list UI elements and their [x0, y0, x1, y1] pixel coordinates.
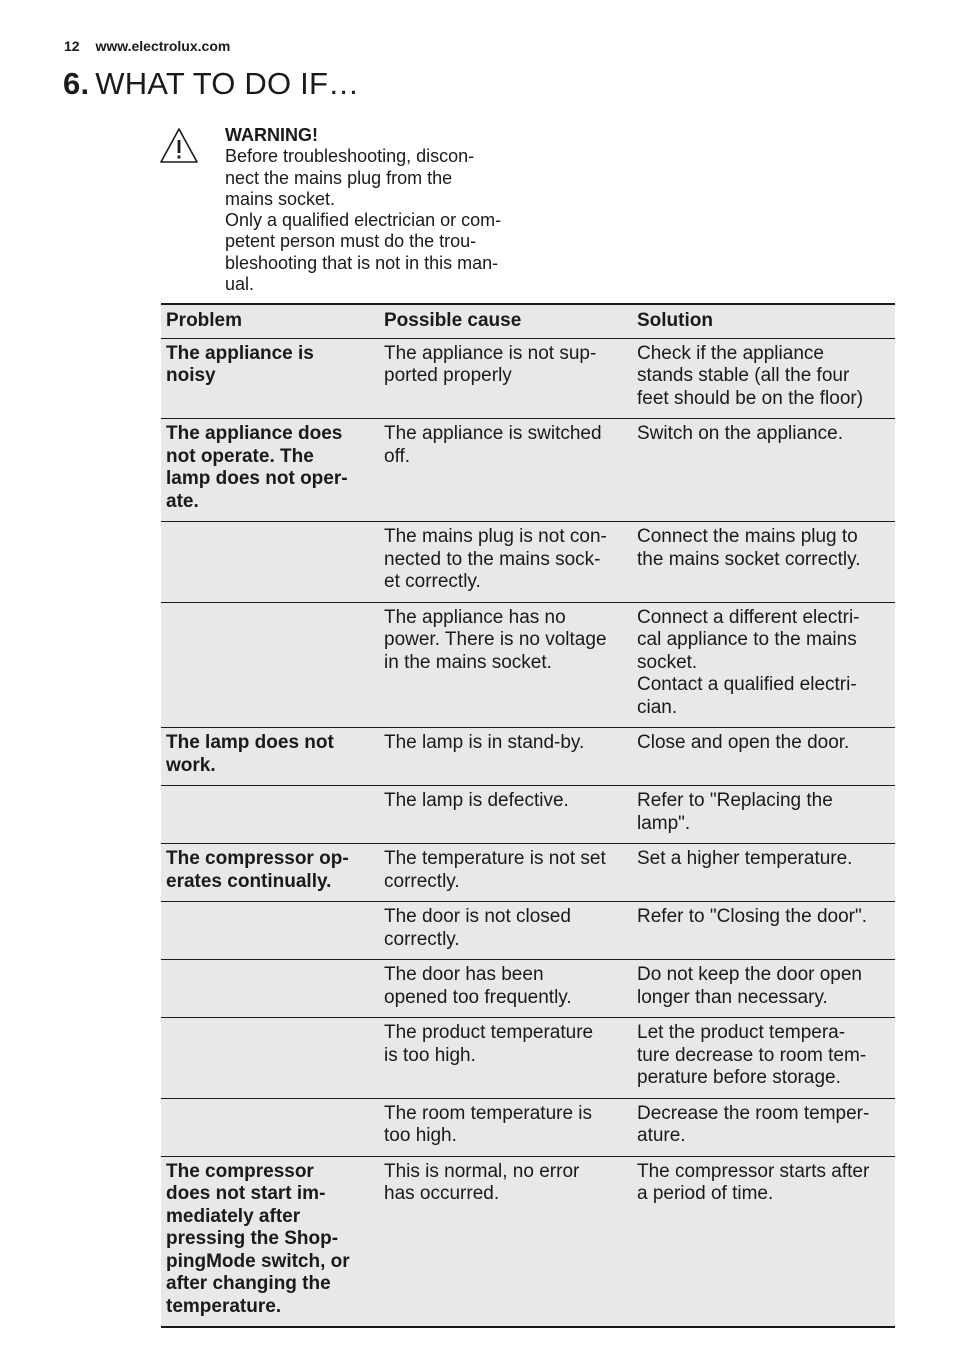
- website-url: www.electrolux.com: [95, 38, 231, 54]
- problem-cell: [161, 960, 379, 1018]
- header-solution: Solution: [637, 310, 713, 331]
- table-row: [161, 728, 895, 786]
- solution-cell: Connect a different electri- cal appliance to the mains socket. Contact a qualified electri- cian.: [637, 606, 860, 718]
- solution-cell: Close and open the door.: [637, 732, 850, 753]
- table-row: [161, 902, 895, 960]
- warning-triangle-icon: [159, 127, 199, 165]
- table-row: [161, 522, 895, 603]
- problem-cell: [161, 1098, 379, 1156]
- solution-cell: The compressor starts after a period of time.: [637, 1160, 870, 1204]
- cause-cell: The lamp is defective.: [384, 790, 569, 811]
- problem-cell: [161, 1018, 379, 1099]
- solution-cell: Connect the mains plug to the mains socket correctly.: [637, 526, 861, 570]
- cause-cell: The product temperature is too high.: [384, 1022, 594, 1066]
- table-row: [161, 844, 895, 902]
- cause-cell: The appliance has no power. There is no voltage in the mains socket.: [384, 606, 607, 673]
- problem-cell: The lamp does not work.: [166, 732, 334, 776]
- header-problem: Problem: [166, 310, 243, 331]
- solution-cell: Switch on the appliance.: [637, 423, 843, 444]
- cause-cell: The door is not closed correctly.: [384, 906, 571, 950]
- solution-cell: Decrease the room temper- ature.: [637, 1102, 870, 1146]
- problem-cell: The compressor does not start im- mediately after pressing the Shop- pingMode switch, or after changing the temperature.: [166, 1160, 350, 1317]
- table-row: [161, 602, 895, 728]
- problem-cell: [161, 522, 379, 603]
- section-title-text: WHAT TO DO IF…: [95, 66, 360, 101]
- cause-cell: The mains plug is not con- nected to the mains sock- et correctly.: [384, 526, 607, 592]
- problem-cell: The appliance does not operate. The lamp does not oper- ate.: [166, 423, 348, 512]
- table-header-row: [161, 304, 895, 338]
- problem-cell: [161, 602, 379, 728]
- troubleshooting-table: [161, 303, 895, 1328]
- cause-cell: The appliance is not sup- ported properly: [384, 342, 597, 386]
- table-row: [161, 1098, 895, 1156]
- warning-text: [225, 125, 525, 295]
- table-row: [161, 960, 895, 1018]
- problem-cell: The appliance is noisy: [166, 342, 314, 386]
- solution-cell: Refer to "Replacing the lamp".: [637, 790, 833, 834]
- solution-cell: Check if the appliance stands stable (all the four feet should be on the floor): [637, 342, 864, 409]
- table-row: [161, 786, 895, 844]
- cause-cell: The door has been opened too frequently.: [384, 964, 572, 1008]
- table-row: [161, 338, 895, 419]
- cause-cell: This is normal, no error has occurred.: [384, 1160, 580, 1204]
- solution-cell: Set a higher temperature.: [637, 848, 853, 869]
- cause-cell: The lamp is in stand-by.: [384, 732, 585, 753]
- table-row: [161, 1156, 895, 1327]
- solution-cell: Let the product tempera- ture decrease to room tem- perature before storage.: [637, 1022, 867, 1088]
- problem-cell: [161, 786, 379, 844]
- warning-title: WARNING!: [225, 125, 318, 145]
- table-row: [161, 1018, 895, 1099]
- problem-cell: The compressor op- erates continually.: [166, 848, 349, 892]
- page-header: [64, 38, 230, 54]
- problem-cell: [161, 902, 379, 960]
- section-number: 6.: [63, 66, 90, 101]
- section-title: [63, 66, 359, 102]
- solution-cell: Do not keep the door open longer than necessary.: [637, 964, 863, 1008]
- cause-cell: The appliance is switched off.: [384, 423, 602, 467]
- warning-body: Before troubleshooting, discon- nect the mains plug from the mains socket. Only a qualified electrician or com- petent person must do the trou- bleshooting that is not in this man- ual.: [225, 146, 502, 295]
- solution-cell: Refer to "Closing the door".: [637, 906, 867, 927]
- table-row: [161, 419, 895, 522]
- cause-cell: The temperature is not set correctly.: [384, 848, 606, 892]
- header-possible-cause: Possible cause: [384, 310, 522, 331]
- cause-cell: The room temperature is too high.: [384, 1102, 593, 1146]
- page-number: 12: [64, 38, 80, 54]
